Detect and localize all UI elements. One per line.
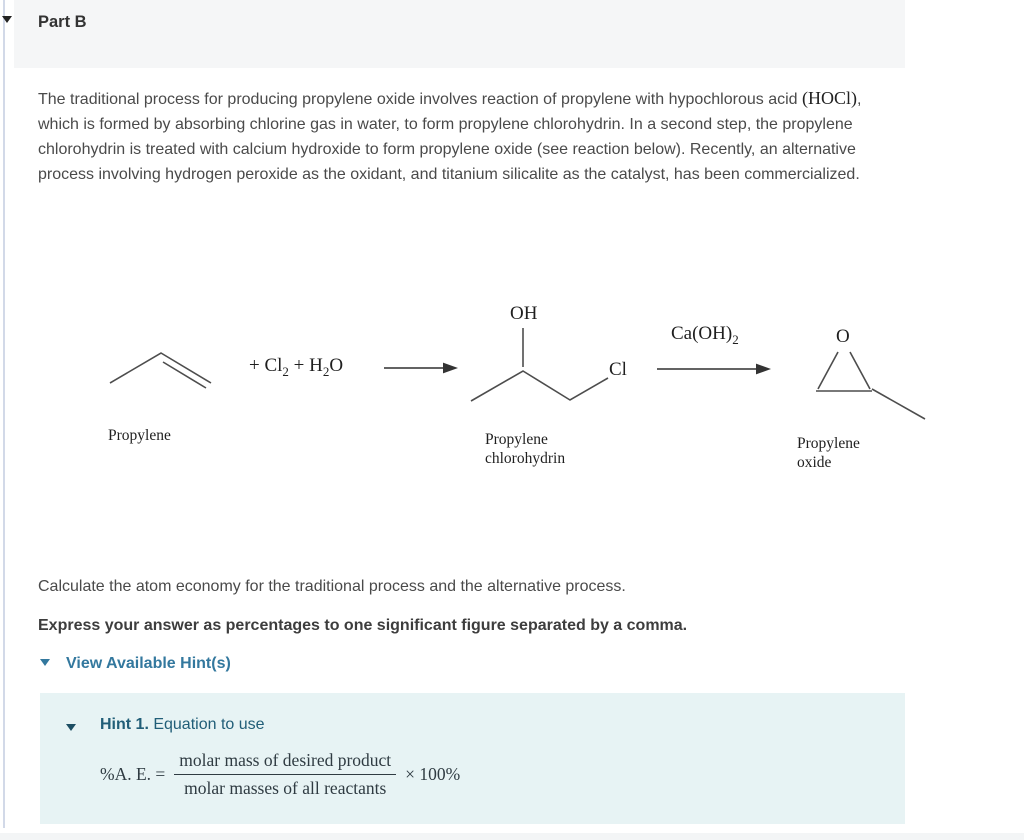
catalyst-text: $Ca(OH)_2$ — [671, 323, 739, 347]
propylene-label: Propylene — [108, 427, 171, 444]
hint1-heading — [100, 716, 265, 734]
reagents-text: + $Cl_2 + H_2O$ — [249, 355, 344, 379]
propylene-chlorohydrin-label: Propylene chlorohydrin — [485, 431, 566, 467]
hint1-collapse-caret-icon[interactable] — [66, 724, 76, 731]
collapse-caret-icon[interactable] — [2, 16, 12, 23]
oh-group-label: OH — [510, 303, 538, 324]
atom-economy-formula — [100, 750, 460, 799]
formula-rhs: × 100% — [405, 764, 461, 784]
reaction-arrow-2 — [657, 364, 771, 375]
intro-paragraph — [38, 86, 906, 187]
propylene-chlorohydrin-structure — [471, 328, 608, 401]
propylene-structure — [110, 353, 211, 388]
formula-fraction — [174, 750, 396, 799]
hints-collapse-caret-icon[interactable] — [40, 659, 50, 666]
propylene-oxide-label: Propylene oxide — [797, 435, 860, 471]
formula-lhs: %A. E. = — [100, 764, 166, 784]
propylene-oxide-structure — [816, 352, 925, 419]
cl-group-label: Cl — [609, 359, 627, 380]
hint1-number: Hint 1. — [100, 716, 149, 733]
hocl-formula: (HOCl) — [802, 88, 857, 108]
part-header-bar — [14, 0, 905, 68]
reaction-arrow-1 — [384, 363, 458, 374]
epoxide-o-label: O — [836, 326, 850, 347]
intro-text-post: , which is formed by absorbing chlorine gas in water, to form propylene chlorohydrin. In a second step, the propylene chlorohydrin is treated with calcium hydroxide to form propylene oxide (see reaction below). Recently, an alternative process involving hydrogen peroxide as the oxidant, and titanium silicalite as the catalyst, has been commercialized. — [38, 91, 862, 183]
reaction-diagram — [0, 280, 960, 490]
view-hints-link[interactable]: View Available Hint(s) — [66, 655, 231, 672]
question-prompt: Calculate the atom economy for the traditional process and the alternative process. — [38, 578, 626, 595]
part-title: Part B — [38, 13, 87, 31]
answer-format-instruction: Express your answer as percentages to one significant figure separated by a comma. — [38, 617, 688, 634]
formula-numerator: molar mass of desired product — [174, 750, 396, 775]
formula-denominator: molar masses of all reactants — [184, 778, 387, 798]
intro-text-pre: The traditional process for producing propylene oxide involves reaction of propylene with hypochlorous acid — [38, 91, 802, 108]
next-section-divider — [0, 833, 1024, 840]
hint1-subtitle: Equation to use — [148, 716, 265, 733]
